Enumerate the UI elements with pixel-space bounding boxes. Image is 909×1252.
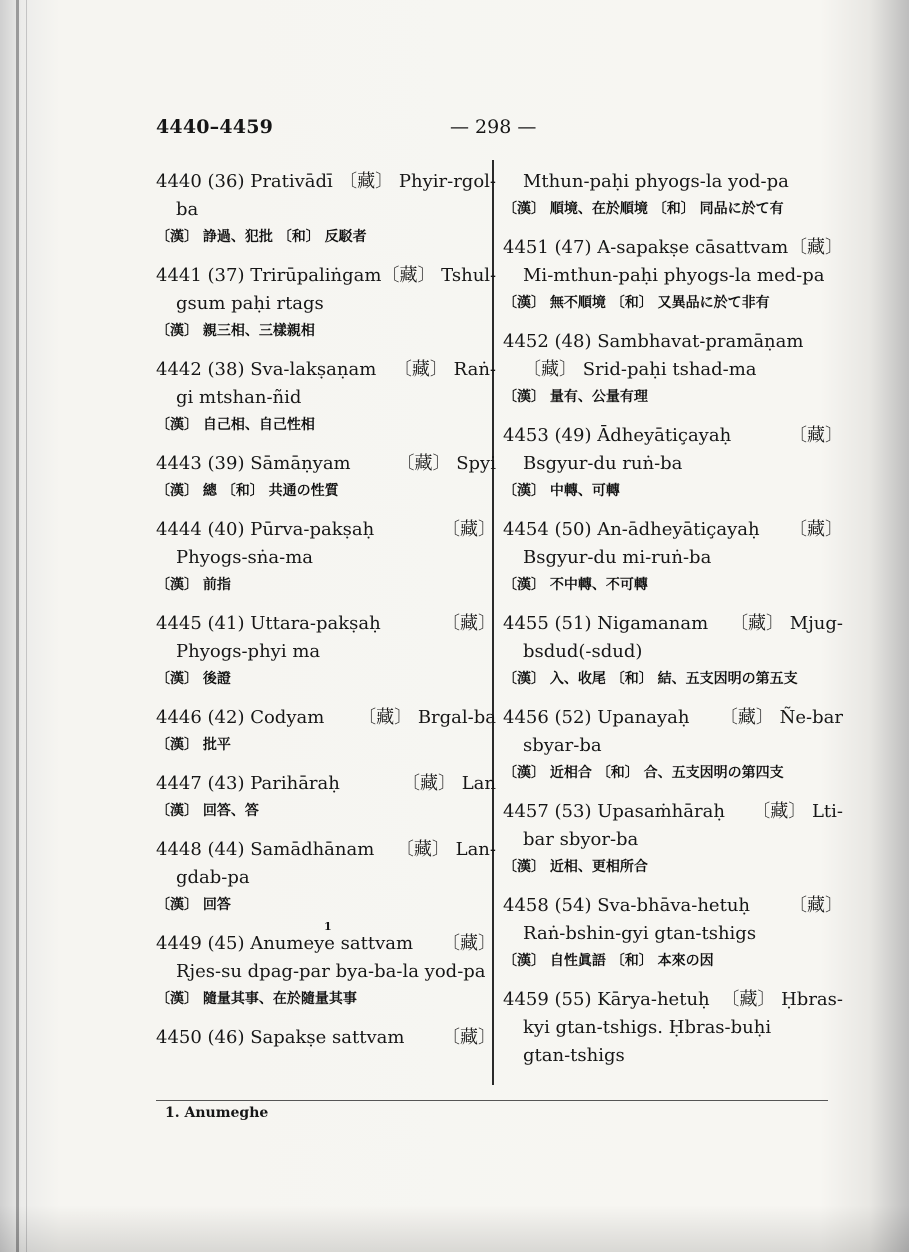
entry-4448 [156,836,496,918]
entry-continuation: Rjes-su dpag-par bya-ba-la yod-pa [176,961,486,982]
cjk-gloss: 〔漢〕 後證 [156,671,231,687]
cjk-gloss: 〔漢〕 近相合 〔和〕 合、五支因明の第四支 [503,765,784,781]
entry-head: 4455 (51) Nigamanam [503,613,709,634]
entry-head: 4451 (47) A-sapakṣe cāsattvam [503,237,789,258]
cjk-gloss: 〔漢〕 無不順境 〔和〕 又異品に於て非有 [503,295,770,311]
entry-4446 [156,704,496,758]
entry-head: 4446 (42) Codyam [156,707,325,728]
entry-4456 [503,704,843,786]
entry-4441 [156,262,496,344]
entry-head: 4448 (44) Samādhānam [156,839,375,860]
footnote-marker: 1 [324,920,332,933]
entry-4450-continued [503,168,843,222]
entry-head: 4440 (36) Prativādī [156,171,333,192]
entry-continuation: bsdud(-sdud) [523,641,643,662]
entry-4445 [156,610,496,692]
tibetan-term: 〔藏〕 Ḥbras- [721,989,843,1010]
entry-continuation: Mthun-paḥi phyogs-la yod-pa [523,171,789,192]
cjk-gloss: 〔漢〕 自性眞語 〔和〕 本來の因 [503,953,714,969]
entry-4455 [503,610,843,692]
tibetan-term: 〔藏〕 Brgal-ba [358,707,496,728]
entry-head: 4443 (39) Sāmāṇyam [156,453,351,474]
entry-head: 4456 (52) Upanayaḥ [503,707,690,728]
tibetan-term: 〔藏〕 Lti- [752,801,843,822]
entry-continuation: Mi-mthun-paḥi phyogs-la med-pa [523,265,825,286]
book-spine-edge [26,0,27,1252]
entry-head: 4442 (38) Sva-lakṣaṇam [156,359,377,380]
tibetan-term: 〔藏〕 [442,1027,496,1048]
cjk-gloss: 〔漢〕 前指 [156,577,231,593]
cjk-gloss: 〔漢〕 諍過、犯批 〔和〕 反駁者 [156,229,367,245]
entry-continuation: Raṅ-bshin-gyi gtan-tshigs [523,923,757,944]
entry-continuation: bar sbyor-ba [523,829,639,850]
tibetan-term: 〔藏〕 [789,237,843,258]
cjk-gloss: 〔漢〕 入、收尾 〔和〕 結、五支因明の第五支 [503,671,798,687]
entry-4444 [156,516,496,598]
cjk-gloss: 〔漢〕 量有、公量有理 [503,389,648,405]
entry-head: 4453 (49) Ādheyātiçayaḥ [503,425,732,446]
tibetan-term: 〔藏〕 [442,613,496,634]
entry-4454 [503,516,843,598]
entry-continuation: Bsgyur-du mi-ruṅ-ba [523,547,712,568]
entry-4450 [156,1024,496,1052]
entry-continuation: gsum paḥi rtags [176,293,324,314]
tibetan-term: 〔藏〕 [442,933,496,954]
entry-head: 4444 (40) Pūrva-pakṣaḥ [156,519,375,540]
cjk-gloss: 〔漢〕 親三相、三樣親相 [156,323,315,339]
entry-4449 [156,920,496,1012]
entry-head: 4452 (48) Sambhavat-pramāṇam [503,331,804,352]
entry-head: 4441 (37) Trirūpaliṅgam [156,265,382,286]
entry-4451 [503,234,843,316]
entry-4440 [156,168,496,250]
entry-head: 4454 (50) An-ādheyātiçayaḥ [503,519,760,540]
entry-4459 [503,986,843,1070]
cjk-gloss: 〔漢〕 總 〔和〕 共通の性質 [156,483,339,499]
footnote-rule [156,1100,828,1101]
tibetan-term: 〔藏〕 Srid-paḥi tshad-ma [523,359,757,380]
entry-4443 [156,450,496,504]
tibetan-term: 〔藏〕 [789,425,843,446]
page-bottom-shadow [0,1205,909,1252]
entry-head: 4449 (45) Anumeye sattvam [156,933,414,954]
entry-head: 4459 (55) Kārya-hetuḥ [503,989,710,1010]
cjk-gloss: 〔漢〕 回答 [156,897,231,913]
entry-head: 4457 (53) Upasaṁhāraḥ [503,801,725,822]
entry-continuation: Bsgyur-du ruṅ-ba [523,453,683,474]
footnote-text: 1. Anumeghe [165,1105,269,1121]
tibetan-term: 〔藏〕 Spyi [396,453,496,474]
entry-continuation: Phyogs-phyi ma [176,641,321,662]
tibetan-term: 〔藏〕 Lan [402,773,496,794]
cjk-gloss: 〔漢〕 自己相、自己性相 [156,417,315,433]
entry-continuation: ba [176,199,199,220]
cjk-gloss: 〔漢〕 不中轉、不可轉 [503,577,648,593]
tibetan-term: 〔藏〕 [789,519,843,540]
tibetan-term: 〔藏〕 Lan- [395,839,496,860]
tibetan-term: 〔藏〕 Raṅ- [393,359,496,380]
entry-4458 [503,892,843,974]
tibetan-term: 〔藏〕 Tshul- [381,265,497,286]
entry-continuation: sbyar-ba [523,735,602,756]
right-column [503,168,843,1082]
left-column [156,168,496,1064]
entry-continuation: gdab-pa [176,867,250,888]
entry-continuation: kyi gtan-tshigs. Ḥbras-buḥi [523,1017,772,1038]
entry-range-header: 4440–4459 [156,116,274,138]
page-number: — 298 — [450,116,537,138]
cjk-gloss: 〔漢〕 批平 [156,737,231,753]
entry-continuation: gtan-tshigs [523,1045,625,1066]
entry-head: 4450 (46) Sapakṣe sattvam [156,1027,405,1048]
cjk-gloss: 〔漢〕 近相、更相所合 [503,859,648,875]
cjk-gloss: 〔漢〕 隨量其事、在於隨量其事 [156,991,357,1007]
entry-4442 [156,356,496,438]
book-spine-shadow [16,0,19,1252]
tibetan-term: 〔藏〕 [442,519,496,540]
tibetan-term: 〔藏〕 Phyir-rgol- [339,171,496,192]
tibetan-term: 〔藏〕 Mjug- [730,613,843,634]
cjk-gloss: 〔漢〕 順境、在於順境 〔和〕 同品に於て有 [503,201,784,217]
entry-4457 [503,798,843,880]
entry-head: 4458 (54) Sva-bhāva-hetuḥ [503,895,751,916]
tibetan-term: 〔藏〕 Ñe-bar [719,707,843,728]
cjk-gloss: 〔漢〕 回答、答 [156,803,259,819]
entry-4453 [503,422,843,504]
cjk-gloss: 〔漢〕 中轉、可轉 [503,483,620,499]
entry-head: 4445 (41) Uttara-pakṣaḥ [156,613,381,634]
tibetan-term: 〔藏〕 [789,895,843,916]
entry-continuation: Phyogs-sṅa-ma [176,547,313,568]
entry-4452 [503,328,843,410]
entry-4447 [156,770,496,824]
entry-continuation: gi mtshan-ñid [176,387,302,408]
entry-head: 4447 (43) Parihāraḥ [156,773,340,794]
